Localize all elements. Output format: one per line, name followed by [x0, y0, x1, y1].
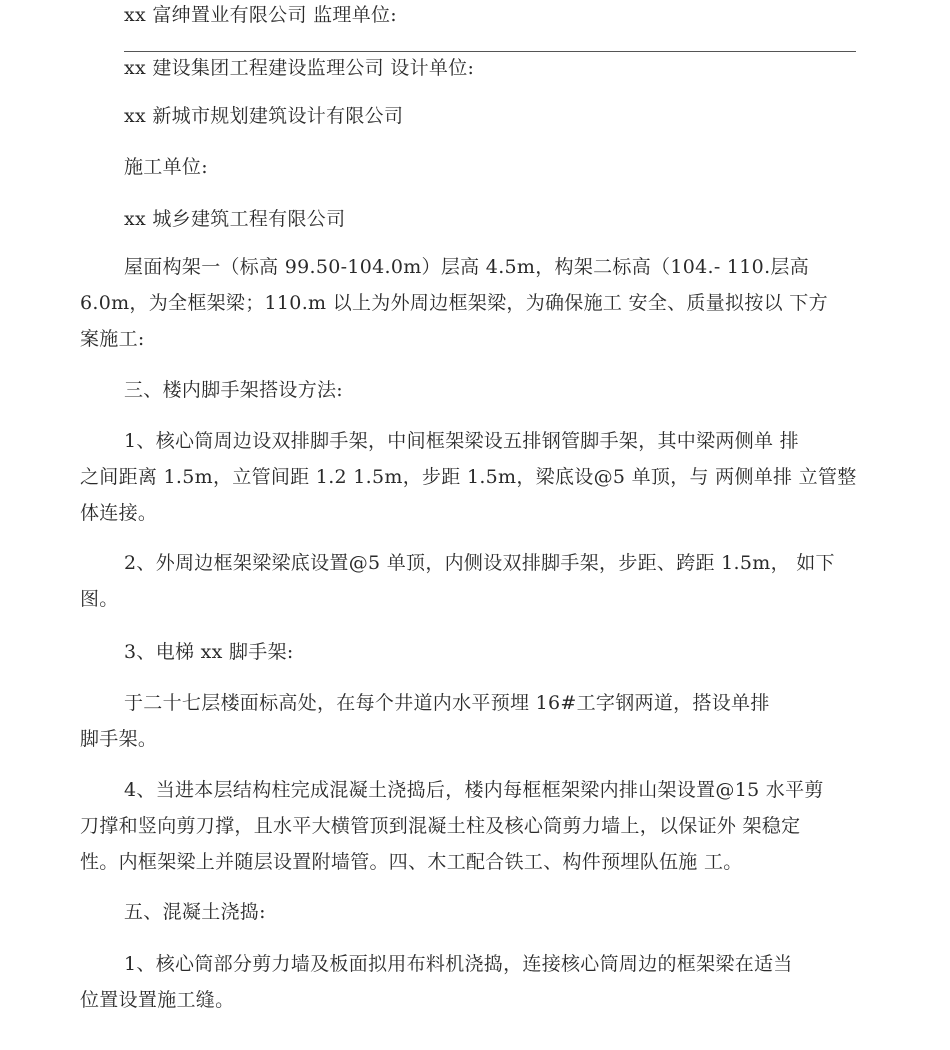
divider-line	[124, 51, 856, 52]
paragraph-row: 之间距离 1.5m，立管间距 1.2 1.5m，步距 1.5m，梁底设@5 单顶，与 两侧单排 立管整	[80, 466, 857, 488]
owner-line: xx 富绅置业有限公司 监理单位:	[124, 4, 398, 26]
paragraph-row: 图。	[80, 588, 119, 610]
paragraph-row: 1、核心筒部分剪力墙及板面拟用布料机浇捣，连接核心筒周边的框架梁在适当	[124, 953, 793, 975]
contractor-line: xx 城乡建筑工程有限公司	[124, 208, 346, 230]
paragraph-item-2	[80, 545, 860, 617]
paragraph-concrete-1	[80, 946, 860, 1018]
section-heading-scaffold	[80, 372, 860, 408]
section-heading-concrete	[80, 894, 860, 930]
paragraph-row: 2、外周边框架梁梁底设置@5 单顶，内侧设双排脚手架，步距、跨距 1.5m， 如下	[124, 552, 835, 574]
contractor-label: 施工单位:	[124, 156, 208, 178]
paragraph-row: 屋面构架一（标高 99.50-104.0m）层高 4.5m，构架二标高（104.- 110.层高	[124, 256, 810, 278]
paragraph-roof-frame	[80, 249, 860, 357]
paragraph-row: 1、核心筒周边设双排脚手架，中间框架梁设五排钢管脚手架，其中梁两侧单 排	[124, 430, 799, 452]
paragraph-row: 位置设置施工缝。	[80, 989, 235, 1011]
paragraph-row: 3、电梯 xx 脚手架:	[124, 641, 294, 663]
paragraph-row: 4、当进本层结构柱完成混凝土浇捣后，楼内每框框架梁内排山架设置@15 水平剪	[124, 779, 824, 801]
paragraph-item-4	[80, 772, 860, 880]
paragraph-row: 体连接。	[80, 502, 158, 524]
paragraph-item-1	[80, 423, 860, 531]
paragraph-row: 刀撑和竖向剪刀撑，且水平大横管顶到混凝土柱及核心筒剪力墙上，以保证外 架稳定	[80, 815, 801, 837]
paragraph-row: 性。内框架梁上并随层设置附墙管。四、木工配合铁工、构件预埋队伍施 工。	[80, 851, 743, 873]
designer-line: xx 新城市规划建筑设计有限公司	[124, 105, 404, 127]
section-heading: 三、楼内脚手架搭设方法:	[124, 379, 344, 401]
paragraph-row: 6.0m，为全框架梁；110.m 以上为外周边框架梁，为确保施工 安全、质量拟按以 下方	[80, 292, 828, 314]
paragraph-elevator	[80, 685, 860, 757]
paragraph-row: 案施工:	[80, 328, 145, 350]
paragraph-row: 于二十七层楼面标高处，在每个井道内水平预埋 16#工字钢两道，搭设单排	[124, 692, 770, 714]
paragraph-item-3	[80, 634, 860, 670]
paragraph-row: 脚手架。	[80, 728, 158, 750]
supervisor-line: xx 建设集团工程建设监理公司 设计单位:	[124, 57, 475, 79]
section-heading: 五、混凝土浇捣:	[124, 901, 266, 923]
